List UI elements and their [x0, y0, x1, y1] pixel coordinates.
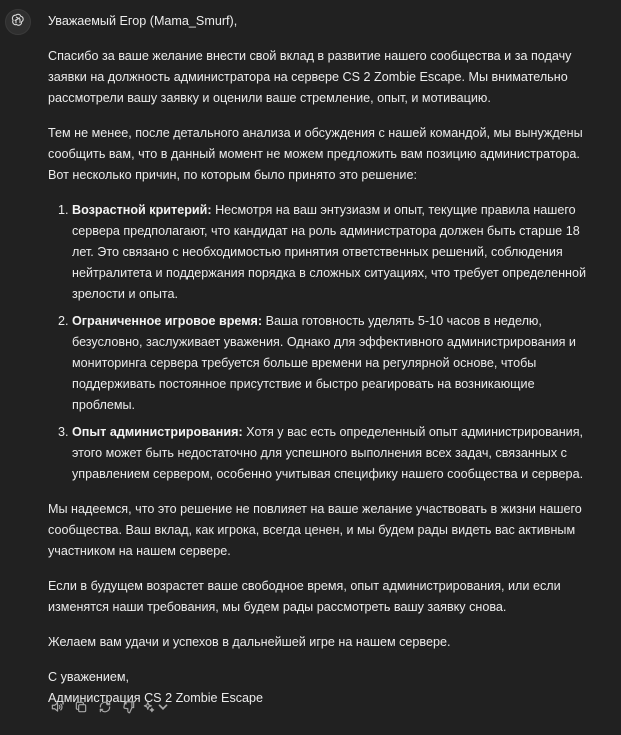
chevron-down-icon: [156, 700, 170, 719]
dislike-button[interactable]: [120, 700, 138, 718]
copy-icon: [74, 700, 88, 719]
message-greeting: Уважаемый Егор (Mama_Smurf),: [48, 14, 238, 28]
reason-title: Ограниченное игровое время:: [72, 314, 263, 328]
speaker-icon: [50, 700, 64, 719]
message-signature: Администрация CS 2 Zombie Escape: [48, 691, 264, 705]
reason-text: Ваша готовность уделять 5-10 часов в неделю, безусловно, заслуживает уважения. Однако для эффективного администрирования и мониторинга сервера требуется больше времени на регулярной основе, чтобы поддерживать постоянное присутствие и быстро реагировать на возникающие проблемы.: [72, 314, 576, 412]
reason-text: Несмотря на ваш энтузиазм и опыт, текущие правила нашего сервера предполагают, что кандидат на роль администратора должен быть старше 18 лет. Это связано с необходимостью принятия ответственных решений, соблюдения нейтралитета и поддержания порядка в сложных ситуациях, что требует определенной зрелости и опыта.: [72, 203, 587, 301]
copy-button[interactable]: [72, 700, 90, 718]
regenerate-icon: [98, 700, 112, 719]
message-actions: [48, 700, 168, 718]
message-intro: Спасибо за ваше желание внести свой вклад в развитие нашего сообщества и за подачу заявки на должность администратора на сервере CS 2 Zombie Escape. Мы внимательно рассмотрели вашу заявку и оценили ваше стремление, опыт, и мотивацию.: [48, 49, 572, 105]
assistant-avatar: [5, 9, 31, 35]
regenerate-button[interactable]: [96, 700, 114, 718]
reasons-list: [48, 200, 588, 485]
list-item: [72, 422, 588, 485]
reason-title: Опыт администрирования:: [72, 425, 243, 439]
message-closing: С уважением,: [48, 670, 130, 684]
reason-title: Возрастной критерий:: [72, 203, 212, 217]
model-switch-button[interactable]: [144, 700, 168, 718]
reason-text: Хотя у вас есть определенный опыт администрирования, этого может быть недостаточно для успешного выполнения всех задач, связанных с управлением сервером, особенно учитывая специфику нашего сообщества и сервера.: [72, 425, 584, 481]
read-aloud-button[interactable]: [48, 700, 66, 718]
message-decision: Тем не менее, после детального анализа и обсуждения с нашей командой, мы вынуждены сообщить вам, что в данный момент не можем предложить вам позицию администратора. Вот несколько причин, по которым было принято это решение:: [48, 126, 583, 182]
list-item: [72, 200, 588, 305]
list-item: [72, 311, 588, 416]
message-hope: Мы надеемся, что это решение не повлияет на ваше желание участвовать в жизни нашего сообщества. Ваш вклад, как игрока, всегда ценен, и мы будем рады видеть вас активным участником на нашем сервере.: [48, 502, 582, 558]
assistant-message: [48, 11, 588, 709]
openai-logo-icon: [10, 12, 26, 33]
sparkle-icon: [142, 700, 156, 719]
message-future: Если в будущем возрастет ваше свободное время, опыт администрирования, или если изменятся наши требования, мы будем рады рассмотреть вашу заявку снова.: [48, 579, 561, 614]
message-wishes: Желаем вам удачи и успехов в дальнейшей игре на нашем сервере.: [48, 635, 451, 649]
thumbs-down-icon: [122, 700, 136, 719]
